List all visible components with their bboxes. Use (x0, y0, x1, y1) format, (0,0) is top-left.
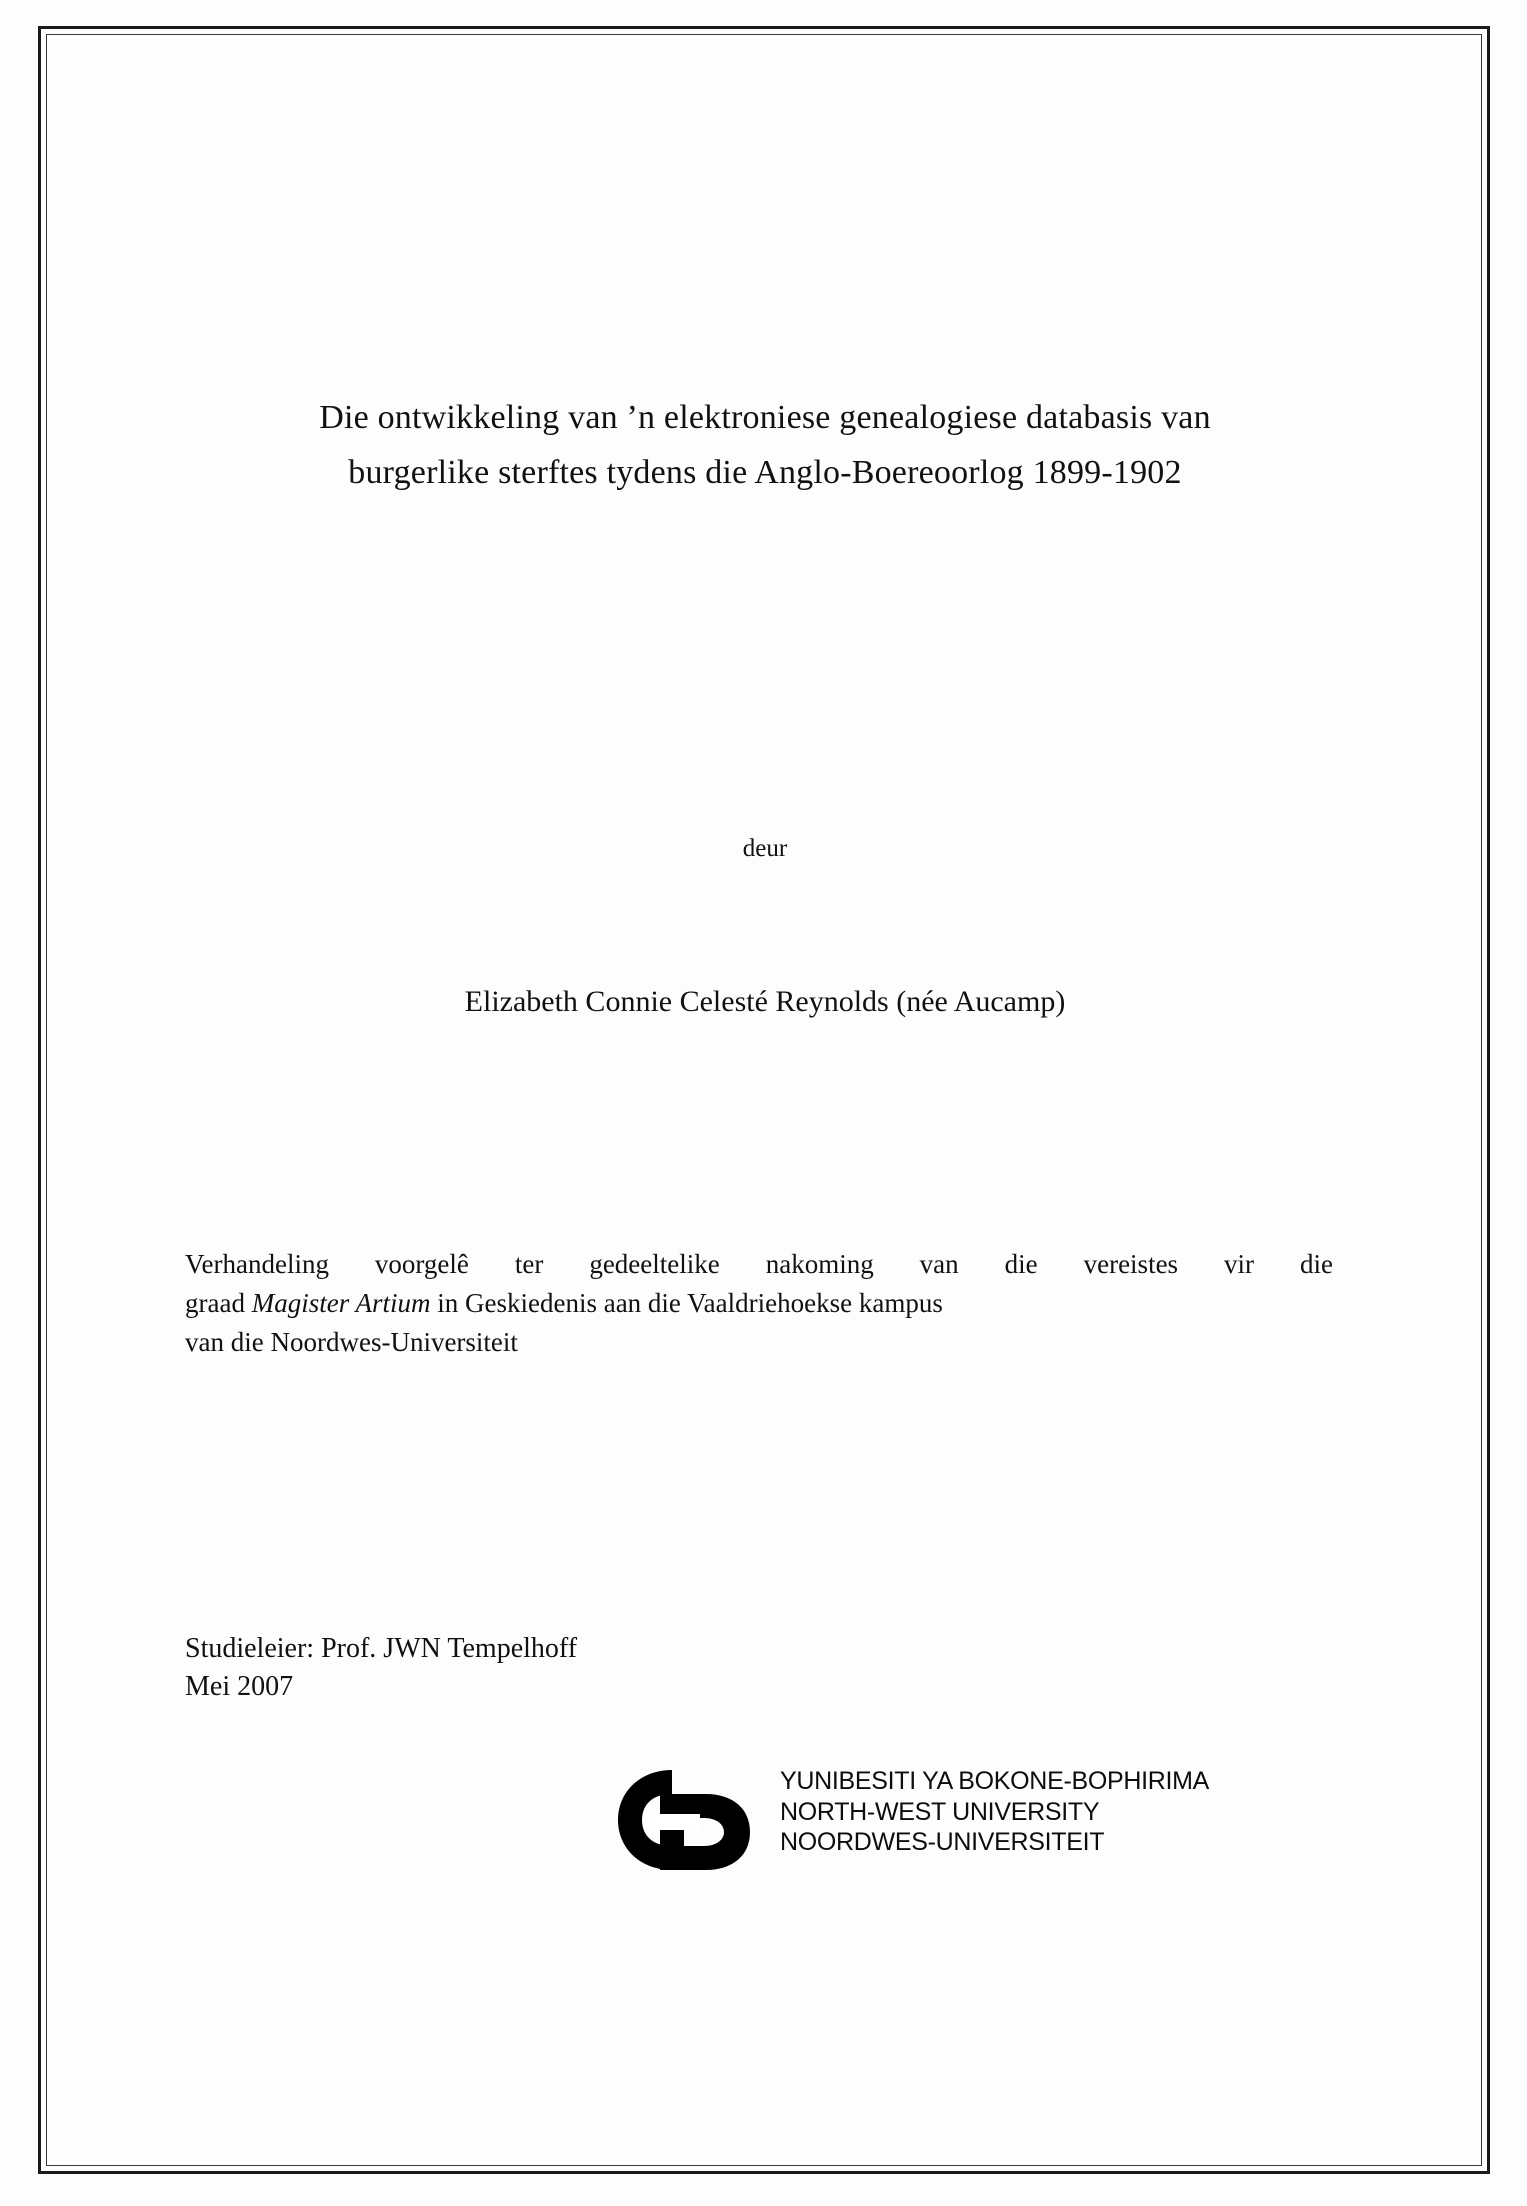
degree-statement-line-1: Verhandeling voorgelê ter gedeeltelike nakoming van die vereistes vir die (185, 1249, 1333, 1279)
logo-text-line-2: NORTH-WEST UNIVERSITY (780, 1797, 1100, 1826)
title-line-2: burgerlike sterftes tydens die Anglo-Boereoorlog 1899-1902 (348, 454, 1182, 492)
nwu-logo-mark-icon (610, 1766, 760, 1874)
supervisor-block (185, 1630, 1085, 1706)
logo-text-line-1: YUNIBESITI YA BOKONE-BOPHIRIMA (780, 1767, 1210, 1795)
supervisor-line: Studieleier: Prof. JWN Tempelhoff (185, 1633, 578, 1664)
degree-statement-line-2-pre: graad (185, 1288, 252, 1319)
by-label: deur (742, 835, 788, 862)
university-logo-text (780, 1766, 1209, 1858)
degree-name-italic: Magister Artium (251, 1288, 431, 1319)
degree-statement-line-3: van die Noordwes-Universiteit (185, 1327, 518, 1358)
degree-statement-line-2-post: in Geskiedenis aan die Vaaldriehoekse kampus (430, 1288, 943, 1319)
date-line: Mei 2007 (185, 1670, 294, 1702)
author-name: Elizabeth Connie Celesté Reynolds (née Aucamp) (464, 985, 1066, 1018)
university-logo (480, 1760, 1210, 1890)
thesis-title (180, 390, 1350, 500)
logo-text-line-3: NOORDWES-UNIVERSITEIT (780, 1828, 1105, 1856)
degree-statement (185, 1245, 1333, 1362)
title-line-1: Die ontwikkeling van ’n elektroniese genealogiese databasis van (319, 399, 1211, 436)
title-page-content (150, 60, 1380, 2100)
degree-statement-line-2 (185, 1284, 1333, 1323)
